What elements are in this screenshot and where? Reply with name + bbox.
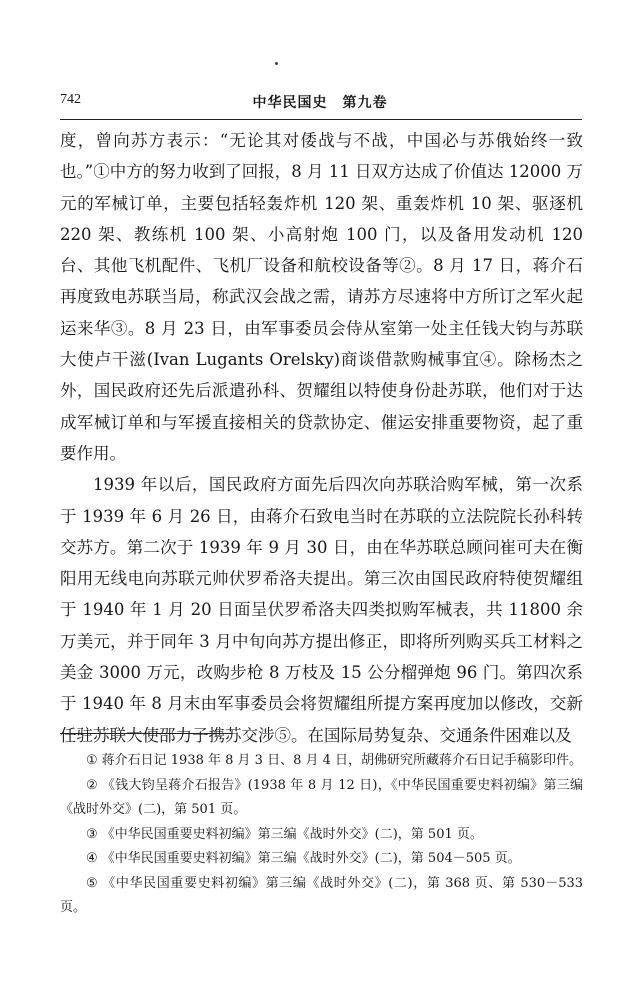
page-number: 742 <box>60 92 81 107</box>
paragraph-continued: 度，曾向苏方表示：“无论其对倭战与不战，中国必与苏俄始终一致也。”①中方的努力收到了回报，8 月 11 日双方达成了价值达 12000 万元的军械订单，主要包括轻轰炸机 120 架、重轰炸机 10 架、驱逐机 220 架、教练机 100 架、小高射炮 100 门，以及备用发动机 120 台、其他飞机配件、飞机厂设备和航校设备等②。8 月 17 日，蒋介石再度致电苏联当局，称武汉会战之需，请苏方尽速将中方所订之军火起运来华③。8 月 23 日，由军事委员会侍从室第一处主任钱大钧与苏联大使卢干滋(Ivan Lugants Orelsky)商谈借款购械事宜④。除杨杰之外，国民政府还先后派遣孙科、贺耀组以特使身份赴苏联，他们对于达成军械订单和与军援直接相关的贷款协定、催运安排重要物资，起了重要作用。 <box>60 131 583 463</box>
footnote-mark: ② <box>86 777 98 793</box>
header-rule <box>60 119 582 120</box>
body-text <box>60 125 583 751</box>
footnote-2 <box>60 774 583 823</box>
footnote-rule <box>60 733 232 734</box>
footnote-1 <box>60 749 583 774</box>
footnote-5 <box>60 872 583 921</box>
footnotes <box>60 749 583 921</box>
footnote-mark: ④ <box>86 851 98 866</box>
paragraph: 1939 年以后，国民政府方面先后四次向苏联洽购军械，第一次系于 1939 年 6 月 26 日，由蒋介石致电当时在苏联的立法院院长孙科转交苏方。第二次于 1939 年 9 月 30 日，由在华苏联总顾问崔可夫在衡阳用无线电向苏联元帅伏罗希洛夫提出。第三次由国民政府特使贺耀组于 1940 年 1 月 20 日面呈伏罗希洛夫四类拟购军械表，共 11800 余万美元，并于同年 3 月中旬向苏方提出修正，即将所列购买兵工材料之美金 3000 万元，改购步枪 8 万枝及 15 公分榴弹炮 96 门。第四次系于 1940 年 8 月末由军事委员会将贺耀组所提方案再度加以修改，交新任驻苏联大使邵力子携苏交涉⑤。在国际局势复杂、交通条件困难以及 <box>60 475 583 745</box>
scan-speck <box>275 62 278 65</box>
footnote-text: 《中华民国重要史料初编》第三编《战时外交》(二)，第 504－505 页。 <box>101 851 521 866</box>
footnote-mark: ⑤ <box>86 875 99 891</box>
page-header <box>60 92 580 116</box>
footnote-mark: ③ <box>86 826 98 842</box>
footnote-4 <box>60 847 583 872</box>
footnote-3 <box>60 823 583 848</box>
footnote-text: 《中华民国重要史料初编》第三编《战时外交》(二)，第 501 页。 <box>101 826 483 842</box>
footnote-text: 《钱大钧呈蒋介石报告》(1938 年 8 月 12 日)，《中华民国重要史料初编》第三编《战时外交》(二)，第 501 页。 <box>60 777 584 817</box>
footnote-text: 蒋介石日记 1938 年 8 月 3 日、8 月 4 日，胡佛研究所藏蒋介石日记手稿影印件。 <box>101 753 583 768</box>
footnote-mark: ① <box>86 753 98 768</box>
footnote-text: 《中华民国重要史料初编》第三编《战时外交》(二)，第 368 页、第 530－533 页。 <box>60 875 584 915</box>
running-title: 中华民国史 第九卷 <box>252 95 388 111</box>
